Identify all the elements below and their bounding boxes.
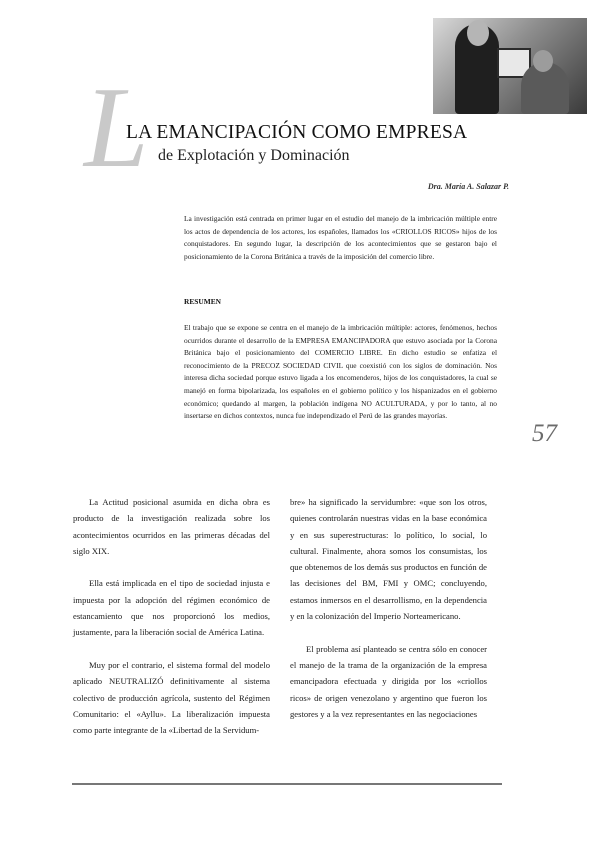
body-paragraph: La Actitud posicional asumida en dicha obra es producto de la investigación realizada sobre los acontecimientos ocurridos en las primeras décadas del siglo XIX. [73, 497, 270, 556]
resumen-heading: RESUMEN [184, 297, 221, 306]
article-title: LA EMANCIPACIÓN COMO EMPRESA [126, 122, 468, 143]
body-paragraph-continuation: bre» ha significado la servidumbre: «que son los otros, quienes controlarán nuestras vidas en la base económica y en sus superestructuras: lo político, lo social, lo cultural. Finalmente, ahora somos los consumistas, los que obtenemos de los demás sus productos en función de las decisiones del BM, FMI y OMC; concluyendo, estamos inmersos en el desarrollismo, en la dependencia y en la colonización del Imperio Norteamericano. [290, 497, 487, 622]
photo-head-standing [467, 20, 489, 46]
body-left-column [73, 494, 270, 755]
drop-cap-letter: L [84, 64, 149, 192]
body-paragraph: Ella está implicada en el tipo de sociedad injusta e impuesta por la adopción del régimen económico de estancamiento que nos proporcionó los medios, justamente, para la liberación social de América Latina. [73, 578, 270, 638]
resumen-paragraph: El trabajo que se expone se centra en el manejo de la imbricación múltiple: actores, fenómenos, hechos ocurridos durante el desarrollo de la EMPRESA EMANCIPADORA que estuvo asociada por la Corona Británica bajo el posicionamiento del COMERCIO LIBRE. En dicho estudio se enfatiza el reconocimiento de la PRECOZ SOCIEDAD CIVIL que coexistió con los siglos de dominación. Nos interesa dicha sociedad porque estuvo ligada a los encomenderos, hijos de los conquistadores, la cual se manejó en forma bipolarizada, los españoles en el gobierno político y los hispanizados en el gobierno económico; quedando al margen, la población indígena NO ACULTURADA, y por lo tanto, al no insertarse en dichos contextos, nunca fue independizado el Perú de las grandes mayorías. [184, 323, 497, 421]
photo-head-seated [533, 50, 553, 72]
footer-rule [72, 783, 502, 785]
header-photo [433, 18, 587, 114]
body-paragraph: Muy por el contrario, el sistema formal del modelo aplicado NEUTRALIZÓ definitivamente al sistema colectivo de producción agrícola, sustento del Régimen Comunitario: el «Ayllu». La liberalización impuesta como parte integrante de la «Libertad de la Servidum- [73, 659, 270, 736]
body-paragraph: El problema así planteado se centra sólo en conocer el manejo de la trama de la organización de la empresa emancipadora efectuada y dirigida por los «criollos ricos» de origen venezolano y argentino que fueron los gestores y a la vez representantes en las negociaciones [290, 643, 487, 719]
author-name: Dra. María A. Salazar P. [427, 182, 509, 191]
page-number: 57 [532, 420, 557, 447]
article-subtitle: de Explotación y Dominación [158, 147, 350, 164]
abstract-paragraph: La investigación está centrada en primer lugar en el estudio del manejo de la imbricación múltiple entre los actos de dependencia de los actores, los españoles, llamados los «CRIOLLOS RICOS» hijos de los conquistadores. En segundo lugar, la descripción de los acontecimientos que se gestaron bajo el posicionamiento de la Corona Británica a través de la imposición del comercio libre. [184, 214, 497, 261]
body-right-column [290, 494, 487, 738]
